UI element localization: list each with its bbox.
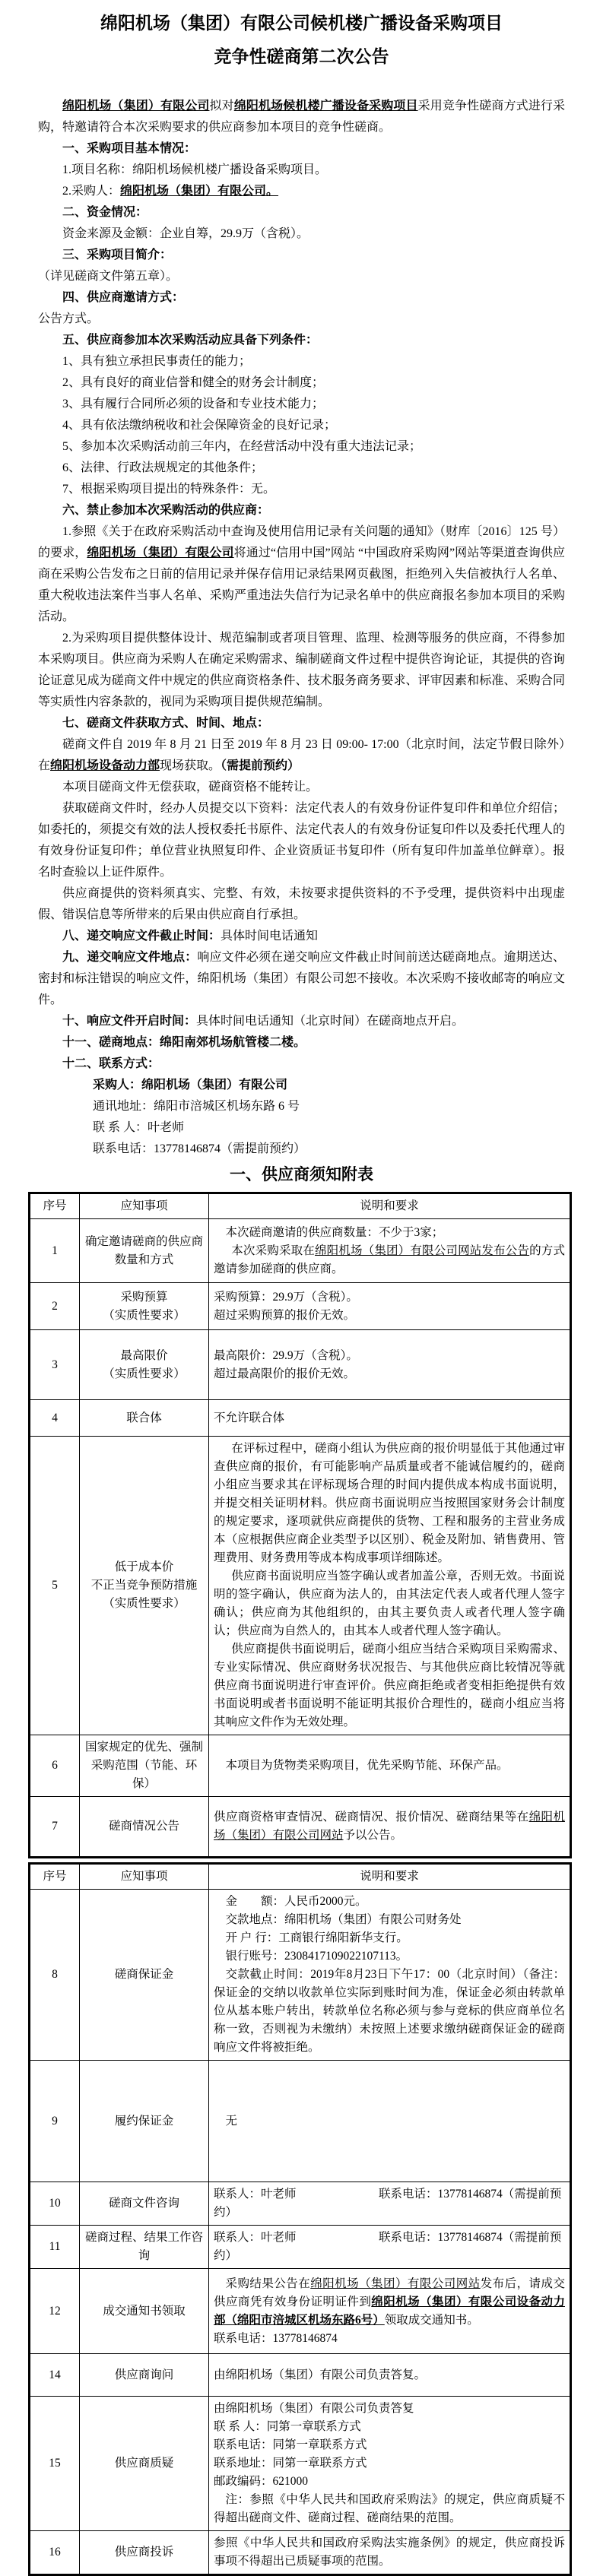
item-line: 最高限价 xyxy=(120,1348,168,1362)
row-serial: 10 xyxy=(30,2182,80,2226)
page-title-line2: 竞争性磋商第二次公告 xyxy=(214,47,389,66)
desc-line: 金 额：人民币2000元。 xyxy=(225,1895,367,1908)
section-6-paragraph-2: 2.为采购项目提供整体设计、规范编制或者项目管理、监理、检测等服务的供应商，不得参加本采购项目。供应商为采购人在确定采购需求、编制磋商文件过程中提供咨询论证，其提供的咨询论证意见成为磋商文件中规定的供应商资格条件、技术服务商务要求、评审因素和标准、采购合同等实质性内容条款的，视同为采购项目提供规范编制。 xyxy=(38,632,565,708)
section-2-body: 资金来源及金额：企业自筹，29.9万（含税）。 xyxy=(62,227,309,240)
table-row xyxy=(30,2354,571,2397)
section-7-paragraph-2: 本项目磋商文件无偿获取，磋商资格不能转让。 xyxy=(62,781,319,794)
row-item: 磋商文件咨询 xyxy=(80,2182,209,2226)
desc-line: 无 xyxy=(225,2114,238,2128)
row-serial: 5 xyxy=(30,1437,80,1735)
row-serial: 3 xyxy=(30,1330,80,1400)
desc-line: 银行账号：2308417109022107113。 xyxy=(225,1950,408,1963)
section-5-item: 1、具有独立承担民事责任的能力； xyxy=(62,355,252,368)
table-row xyxy=(30,1400,571,1437)
desc-run: 领取成交通知书。 xyxy=(384,2313,479,2327)
intro-project: 绵阳机场候机楼广播设备采购项目 xyxy=(233,100,418,112)
intro-mid: 拟对 xyxy=(209,100,234,112)
row-desc xyxy=(209,1437,571,1735)
title-block xyxy=(38,8,565,73)
row-item: 磋商过程、结果工作咨询 xyxy=(80,2226,209,2269)
row-item xyxy=(80,1283,209,1330)
section-5-item: 2、具有良好的商业信誉和健全的财务会计制度； xyxy=(62,376,325,389)
desc-line xyxy=(214,1242,565,1278)
buyer-label: 2.采购人： xyxy=(62,185,121,198)
desc-line: 由绵阳机场（集团）有限公司负责答复 xyxy=(214,2402,414,2415)
supplier-notice-table-1 xyxy=(28,1192,572,1858)
row-desc xyxy=(209,2531,571,2575)
row-desc: 不允许联合体 xyxy=(209,1400,571,1437)
desc-line: 超过最高限价的报价无效。 xyxy=(214,1367,356,1380)
desc-line: 邮政编码：621000 xyxy=(214,2475,309,2488)
row-item: 供应商投诉 xyxy=(80,2531,209,2575)
desc-run-underlined: 绵阳机场（集团）有限公司网站 xyxy=(310,2277,481,2290)
section-11-line: 十一、磋商地点：绵阳南郊机场航管楼二楼。 xyxy=(62,1036,306,1049)
s7-p1-location: 绵阳机场设备动力部 xyxy=(50,759,160,772)
s6-p1-a: 1.参照《关于在政府采购活动中查询及使用信用记录有关问题的通知》（财库〔2016〕125 号）的要求， xyxy=(38,525,565,559)
table-row xyxy=(30,1330,571,1400)
s7-p1-c: 现场获取。 xyxy=(160,759,221,772)
desc-run: 发布后，请成交供应商凭有效身份证明证件到 xyxy=(214,2277,565,2308)
row-desc xyxy=(209,1283,571,1330)
desc-line: 本项目为货物类采购项目，优先采购节能、环保产品。 xyxy=(225,1759,509,1772)
row-serial: 6 xyxy=(30,1735,80,1797)
intro-paragraph xyxy=(38,96,565,138)
section-9-line xyxy=(38,947,565,1011)
table-row xyxy=(30,1797,571,1858)
section-4-body: 公告方式。 xyxy=(38,312,100,325)
desc-run-bold-underlined: 绵阳机场（集团）有限公司设备动力部（绵阳市涪城区机场东路6号） xyxy=(214,2295,565,2327)
row-item: 供应商质疑 xyxy=(80,2397,209,2531)
row-serial: 14 xyxy=(30,2354,80,2397)
section-4-heading: 四、供应商邀请方式： xyxy=(62,291,185,304)
section-6-paragraph-1 xyxy=(38,521,565,628)
s10-label: 十、响应文件开启时间： xyxy=(62,1015,197,1028)
row-desc xyxy=(209,2269,571,2354)
table-row xyxy=(30,2269,571,2354)
desc-run-underlined: 绵阳机场（集团）有限公司网站发布公告 xyxy=(314,1244,530,1257)
row-desc xyxy=(209,1797,571,1858)
s8-value: 具体时间电话通知 xyxy=(221,930,319,943)
table-row xyxy=(30,1283,571,1330)
header-requirements: 说明和要求 xyxy=(209,1193,571,1219)
desc-paragraph: 供应商书面说明应当签字确认或者加盖公章，否则无效。书面说明的签字确认，供应商为法人的，由其法定代表人或者代理人签字确认；供应商为其他组织的，由其主要负责人或者代理人签字确认；供应商为自然人的，由其本人或者代理人签字确认。 xyxy=(214,1570,565,1637)
section-7-heading: 七、磋商文件获取方式、时间、地点： xyxy=(62,717,270,730)
section-5-item: 3、具有履行合同所必须的设备和专业技术能力； xyxy=(62,398,325,410)
s9-label: 九、递交响应文件地点： xyxy=(62,951,198,964)
section-8-line xyxy=(38,926,565,947)
desc-line: 联系电话：13778146874 xyxy=(214,2331,338,2345)
section-5-item: 7、根据采购项目提出的特殊条件：无。 xyxy=(62,483,276,496)
contact-name: 联系人：叶老师 xyxy=(214,2188,297,2201)
item-line: （实质性要求） xyxy=(103,1597,186,1610)
row-desc xyxy=(209,2397,571,2531)
row-item: 确定邀请磋商的供应商数量和方式 xyxy=(80,1219,209,1283)
contact-address: 通讯地址：绵阳市涪城区机场东路 6 号 xyxy=(93,1100,300,1113)
desc-paragraph: 供应商提供书面说明后，磋商小组应当结合采购项目采购需求、专业实际情况、供应商财务状况报告、与其他供应商比较情况等就供应商书面说明进行审查评价。供应商拒绝或者变相拒绝提供有效书面说明或者书面说明不能证明其报价合理性的，磋商小组应当将其响应文件作为无效处理。 xyxy=(214,1643,565,1728)
s7-p1-a: 磋商文件自 2019 年 8 月 21 日至 2019 年 8 月 23 日 09:00- 17:00（北京时间，法定节假日除外）在 xyxy=(38,738,565,772)
contact-phone: 联系电话：13778146874（需提前预约） xyxy=(93,1142,306,1155)
section-3-body: （详见磋商文件第五章）。 xyxy=(38,270,179,283)
section-1-item-1: 1.项目名称：绵阳机场候机楼广播设备采购项目。 xyxy=(62,163,328,176)
table-row xyxy=(30,1219,571,1283)
row-desc xyxy=(209,2354,571,2397)
row-desc xyxy=(209,1735,571,1797)
row-desc xyxy=(209,2182,571,2226)
row-serial: 2 xyxy=(30,1283,80,1330)
row-serial: 11 xyxy=(30,2226,80,2269)
table-row xyxy=(30,2061,571,2182)
row-item: 磋商情况公告 xyxy=(80,1797,209,1858)
section-5-item: 4、具有依法缴纳税收和社会保障资金的良好记录； xyxy=(62,419,337,432)
contact-name: 联系人：叶老师 xyxy=(214,2231,297,2244)
contact-phone: 联系电话：13778146874（需提前预约） xyxy=(214,2188,562,2219)
desc-line: 最高限价：29.9万（含税）。 xyxy=(214,1348,358,1362)
row-serial: 9 xyxy=(30,2061,80,2182)
desc-run: 采购结果公告在 xyxy=(225,2277,311,2290)
s7-p1-appointment-note: （需提前预约） xyxy=(221,759,300,772)
row-item xyxy=(80,1437,209,1735)
desc-line xyxy=(214,2185,565,2222)
desc-run: 供应商资格审查情况、磋商情况、报价情况、磋商结果等在 xyxy=(214,1811,529,1823)
page-title-line1: 绵阳机场（集团）有限公司候机楼广播设备采购项目 xyxy=(100,14,503,33)
header-item: 应知事项 xyxy=(80,1864,209,1890)
row-desc xyxy=(209,2226,571,2269)
section-5-item: 6、法律、行政法规规定的其他条件； xyxy=(62,461,264,474)
desc-line: 超过采购预算的报价无效。 xyxy=(214,1308,356,1322)
desc-line xyxy=(214,2229,565,2265)
table-row xyxy=(30,1437,571,1735)
row-desc xyxy=(209,1330,571,1400)
section-5-heading: 五、供应商参加本次采购活动应具备下列条件： xyxy=(62,334,319,347)
row-item: 联合体 xyxy=(80,1400,209,1437)
desc-line: 联 系 人：同第一章联系方式 xyxy=(214,2420,361,2433)
section-2-heading: 二、资金情况： xyxy=(62,206,148,219)
row-serial: 15 xyxy=(30,2397,80,2531)
contact-phone: 联系电话：13778146874（需提前预约） xyxy=(214,2231,562,2262)
desc-line: 开 户 行：工商银行绵阳新华支行。 xyxy=(225,1931,408,1944)
s6-p1-buyer: 绵阳机场（集团）有限公司 xyxy=(87,547,234,559)
header-serial: 序号 xyxy=(30,1193,80,1219)
header-requirements: 说明和要求 xyxy=(209,1864,571,1890)
desc-paragraph: 参照《中华人民共和国政府采购法实施条例》的规定，供应商投诉事项不得超出已质疑事项的范围。 xyxy=(214,2536,565,2568)
s8-label: 八、递交响应文件截止时间： xyxy=(62,930,221,943)
row-item: 国家规定的优先、强制采购范围（节能、环保） xyxy=(80,1735,209,1797)
item-line: 采购预算 xyxy=(120,1290,168,1304)
s6-p1-c: 将通过“信用中国”网站 “中国政府采购网”网站等渠道查询供应商在采购公告发布之日前的信用记录并保存信用记录结果网页截图，拒绝列入失信被执行人名单、重大税收违法案件当事人名单、采购严重违法失信行为记录名单中的供应商报名参加本项目的采购活动。 xyxy=(38,547,565,623)
desc-line: 由绵阳机场（集团）有限公司负责答复。 xyxy=(214,2368,427,2381)
desc-line: 本次磋商邀请的供应商数量：不少于3家； xyxy=(225,1225,444,1239)
row-serial: 12 xyxy=(30,2269,80,2354)
row-desc xyxy=(209,1219,571,1283)
table-header-row xyxy=(30,1864,571,1890)
section-6-heading: 六、禁止参加本次采购活动的供应商： xyxy=(62,504,270,517)
section-10-line xyxy=(38,1011,565,1032)
desc-run: 本次采购采取在 xyxy=(231,1244,315,1257)
desc-line: 联系电话：同第一章联系方式 xyxy=(214,2438,367,2451)
table-header-row xyxy=(30,1193,571,1219)
row-desc xyxy=(209,2061,571,2182)
header-item: 应知事项 xyxy=(80,1193,209,1219)
table-row xyxy=(30,2182,571,2226)
item-line: 不正当竞争预防措施 xyxy=(90,1579,198,1592)
table-row xyxy=(30,1890,571,2061)
item-line: （实质性要求） xyxy=(103,1308,186,1322)
table-row xyxy=(30,2226,571,2269)
desc-line: 采购预算：29.9万（含税）。 xyxy=(214,1290,358,1304)
desc-paragraph: 在评标过程中，磋商小组认为供应商的报价明显低于其他通过审查供应商的报价，有可能影响产品质量或者不能诚信履约的，磋商小组应当要求其在评标现场合理的时间内提供成本构成书面说明，并提交相关证明材料。供应商书面说明应当按照国家财务会计制度的规定要求，逐项就供应商提供的货物、工程和服务的主营业务成本（应根据供应商企业类型予以区别）、税金及附加、销售费用、管理费用、财务费用等成本构成事项详细陈述。 xyxy=(214,1442,565,1564)
desc-paragraph: 注：参照《中华人民共和国政府采购法》的规定，供应商质疑不得超出磋商文件、磋商过程、磋商结果的范围。 xyxy=(214,2493,565,2524)
row-serial: 1 xyxy=(30,1219,80,1283)
section-7-paragraph-1 xyxy=(38,734,565,777)
section-5-item: 5、参加本次采购活动前三年内，在经营活动中没有重大违法记录； xyxy=(62,440,422,453)
desc-paragraph xyxy=(214,1808,565,1845)
s9-value: 响应文件必须在递交响应文件截止时间前送达磋商地点。逾期送达、密封和标注错误的响应文件，绵阳机场（集团）有限公司恕不接收。本次采购不接收邮寄的响应文件。 xyxy=(38,951,565,1006)
contact-buyer: 采购人：绵阳机场（集团）有限公司 xyxy=(93,1079,288,1092)
row-serial: 16 xyxy=(30,2531,80,2575)
row-serial: 8 xyxy=(30,1890,80,2061)
contact-person: 联 系 人：叶老师 xyxy=(93,1121,185,1134)
intro-rest: 采用竞争性磋商方式进行采购，特邀请符合本次采购要求的供应商参加本项目的竞争性磋商。 xyxy=(38,100,565,134)
row-item: 磋商保证金 xyxy=(80,1890,209,2061)
desc-paragraph xyxy=(214,2275,565,2330)
header-serial: 序号 xyxy=(30,1864,80,1890)
section-1-heading: 一、采购项目基本情况： xyxy=(62,142,197,155)
table-row xyxy=(30,1735,571,1797)
desc-run-underlined: 绵阳机场（集团）有限公司网站 xyxy=(214,1811,565,1842)
supplier-notice-table-2 xyxy=(28,1862,572,2576)
desc-line: 交款地点：绵阳机场（集团）有限公司财务处 xyxy=(225,1913,462,1926)
appendix-table-title: 一、供应商须知附表 xyxy=(230,1165,373,1183)
section-12-heading: 十二、联系方式： xyxy=(62,1057,160,1070)
intro-buyer: 绵阳机场（集团）有限公司 xyxy=(62,100,210,112)
desc-paragraph: 交款截止时间：2019年8月23日下午17：00（北京时间）（备注：保证金的交纳以收款单位实际到账时间为准，保证金必须由转款单位从基本账户转出，转款单位名称必须与参与竞标的供应商单位名称一致，否则视为未缴纳）未按照上述要求缴纳磋商保证金的磋商响应文件将被拒绝。 xyxy=(214,1968,565,2054)
table-row xyxy=(30,2531,571,2575)
row-serial: 7 xyxy=(30,1797,80,1858)
section-1-item-2 xyxy=(38,181,565,202)
row-item: 履约保证金 xyxy=(80,2061,209,2182)
section-7-paragraph-4: 供应商提供的资料须真实、完整、有效，未按要求提供资料的不予受理，提供资料中出现虚假、错误信息等所带来的后果由供应商自行承担。 xyxy=(38,887,565,921)
row-serial: 4 xyxy=(30,1400,80,1437)
section-7-paragraph-3: 获取磋商文件时，经办人员提交以下资料：法定代表人的有效身份证件复印件和单位介绍信；如委托的，须提交有效的法人授权委托书原件、法定代表人的有效身份证复印件以及委托代理人的有效身份证复印件；单位营业执照复印件、企业资质证书复印件（所有复印件加盖单位鲜章）。报名时查验以上证件原件。 xyxy=(38,802,565,879)
s10-value: 具体时间电话通知（北京时间）在磋商地点开启。 xyxy=(196,1015,465,1028)
buyer-name: 绵阳机场（集团）有限公司。 xyxy=(120,185,279,198)
item-line: （实质性要求） xyxy=(103,1367,186,1380)
row-desc xyxy=(209,1890,571,2061)
desc-run: 的方式邀请参加磋商的供应商。 xyxy=(214,1244,565,1275)
table-row xyxy=(30,2397,571,2531)
desc-line: 联系地址：同第一章联系方式 xyxy=(214,2457,367,2470)
item-line: 低于成本价 xyxy=(114,1560,174,1573)
desc-run: 予以公告。 xyxy=(343,1829,403,1842)
row-item: 供应商询问 xyxy=(80,2354,209,2397)
row-item xyxy=(80,1330,209,1400)
section-3-heading: 三、采购项目简介： xyxy=(62,249,173,261)
row-item: 成交通知书领取 xyxy=(80,2269,209,2354)
